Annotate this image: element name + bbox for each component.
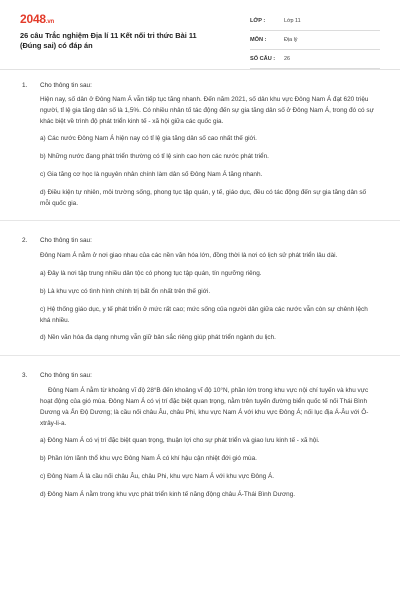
meta-value[interactable]: Địa lý xyxy=(284,37,298,43)
option-a: a) Đây là nơi tập trung nhiều dân tộc có phong tục tập quán, tín ngưỡng riêng. xyxy=(40,270,262,278)
site-logo[interactable] xyxy=(20,12,54,26)
option-c: c) Gia tăng cơ học là nguyên nhân chính làm dân số Đông Nam Á tăng nhanh. xyxy=(40,170,263,178)
option-b: b) Là khu vực có tình hình chính trị bất ổn nhất trên thế giới. xyxy=(40,287,211,295)
option-d: d) Điều kiện tự nhiên, môi trường sống, phong tục tập quán, y tế, giáo dục, đều có tác động đến sự gia tăng dân số mỗi quốc gia. xyxy=(40,188,367,207)
question-2 xyxy=(0,221,400,356)
option-a: a) Đông Nam Á có vị trí đặc biệt quan trọng, thuận lợi cho sự phát triển và giao lưu kinh tế - xã hội. xyxy=(40,437,320,445)
logo-suffix: .vn xyxy=(45,19,54,25)
question-body xyxy=(0,95,400,209)
question-header xyxy=(0,237,400,244)
meta-table xyxy=(250,12,380,69)
meta-row-subject xyxy=(250,31,380,50)
question-number: 3. xyxy=(22,372,28,380)
option-b: b) Những nước đang phát triển thường có tỉ lệ sinh cao hơn các nước phát triển. xyxy=(40,153,269,161)
meta-value: 26 xyxy=(284,56,290,62)
question-passage: Đông Nam Á nằm ở nơi giao nhau của các nền văn hóa lớn, đồng thời là nơi có lịch sử phát triển lâu dài. xyxy=(40,252,338,260)
question-passage: Hiện nay, số dân ở Đông Nam Á vẫn tiếp tục tăng nhanh. Đến năm 2021, số dân khu vực Đông Nam Á đạt 620 triệu người, tỉ lệ gia tăng dân số là 1,5%. Có nhiều nhân tố tác động đến sự gia tăng dân số ở Đông Nam Á, trong đó có sự khác biệt về trình độ phát triển kinh tế - xã hội giữa các quốc gia. xyxy=(40,96,374,125)
option-b: b) Phần lớn lãnh thổ khu vực Đông Nam Á có khí hậu cận nhiệt đới gió mùa. xyxy=(40,455,257,463)
meta-key: LỚP : xyxy=(250,18,266,24)
option-a: a) Các nước Đông Nam Á hiện nay có tỉ lệ gia tăng dân số cao nhất thế giới. xyxy=(40,135,257,143)
question-header xyxy=(0,372,400,379)
question-body xyxy=(0,386,400,500)
question-number: 1. xyxy=(22,82,28,89)
question-number: 2. xyxy=(22,237,28,245)
question-passage: Đông Nam Á nằm từ khoảng vĩ độ 28°B đến khoảng vĩ độ 10°N, phần lớn trong khu vực nội chí tuyến và khu vực hoạt động của gió mùa. Đông Nam Á có vị trí đặc biệt quan trọng, nằm trên tuyến đường biển quốc tế nối Thái Bình Dương và Ấn Độ Dương; là cầu nối châu Âu, châu Phi, khu vực Nam Á với khu vực Đông Á; nối lục địa Á-Âu với Ô-xtrây-li-a. xyxy=(40,387,369,427)
question-prompt: Cho thông tin sau: xyxy=(40,372,92,380)
question-3 xyxy=(0,356,400,511)
meta-row-class xyxy=(250,12,380,31)
question-1 xyxy=(0,72,400,221)
meta-key: SỐ CÂU : xyxy=(250,56,276,62)
logo-text: 2048 xyxy=(20,12,46,26)
meta-key: MÔN : xyxy=(250,37,267,43)
option-c: c) Hệ thống giáo dục, y tế phát triển ở mức rất cao; mức sống của người dân giữa các nước vẫn còn sự chênh lệch khá nhiều. xyxy=(40,305,368,324)
page-header xyxy=(0,0,400,70)
option-d: d) Đông Nam Á nằm trong khu vực phát triển kinh tế năng động châu Á-Thái Bình Dương. xyxy=(40,490,296,498)
option-d: d) Nền văn hóa đa dạng nhưng vẫn giữ bản sắc riêng giúp phát triển ngành du lịch. xyxy=(40,334,276,342)
meta-value[interactable]: Lớp 11 xyxy=(284,18,301,24)
question-body xyxy=(0,251,400,344)
meta-row-count xyxy=(250,50,380,69)
question-list xyxy=(0,72,400,600)
option-c: c) Đông Nam Á là cầu nối châu Âu, châu Phi, khu vực Nam Á với khu vực Đông Á. xyxy=(40,472,275,480)
page-title: 26 câu Trắc nghiệm Địa lí 11 Kết nối tri thức Bài 11 (Đúng sai) có đáp án xyxy=(20,31,197,50)
question-prompt: Cho thông tin sau: xyxy=(40,82,92,89)
question-prompt: Cho thông tin sau: xyxy=(40,237,92,245)
question-header xyxy=(0,82,400,89)
